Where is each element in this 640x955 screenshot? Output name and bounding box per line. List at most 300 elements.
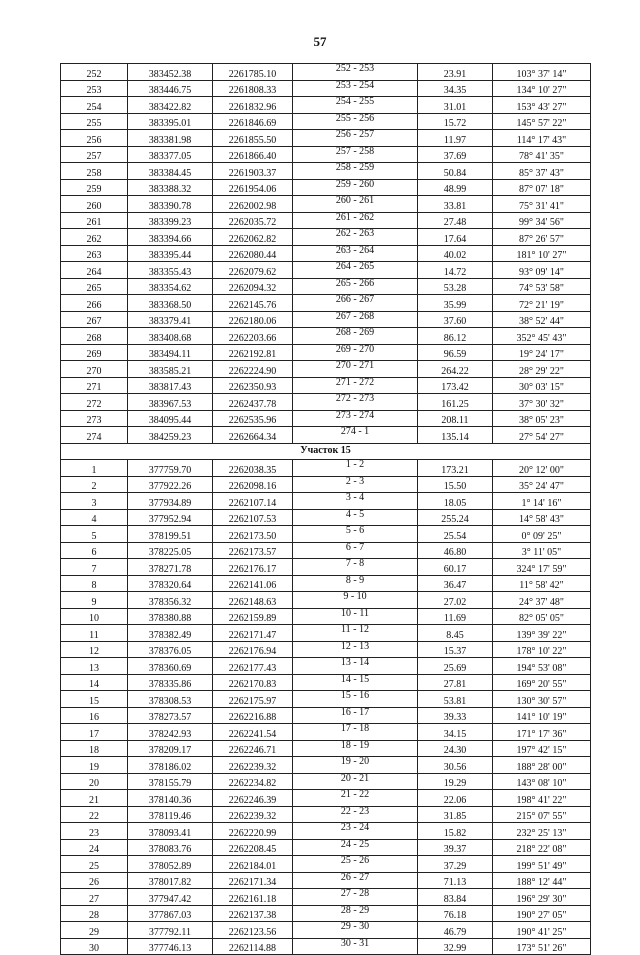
table-row	[61, 806, 591, 823]
direction-angle-cell: 99° 34' 56"	[493, 212, 591, 229]
y-coordinate-cell: 2262176.94	[213, 641, 293, 658]
x-coordinate-cell: 383355.43	[128, 262, 213, 279]
x-coordinate-cell: 383452.38	[128, 64, 213, 81]
segment-cell: 265 - 266	[293, 278, 418, 295]
segment-cell: 20 - 21	[293, 773, 418, 790]
direction-angle-cell: 85° 37' 43"	[493, 163, 591, 180]
y-coordinate-cell: 2262035.72	[213, 212, 293, 229]
table-row	[61, 179, 591, 196]
table-row	[61, 295, 591, 312]
x-coordinate-cell: 377792.11	[128, 922, 213, 939]
direction-angle-cell: 188° 12' 44"	[493, 872, 591, 889]
y-coordinate-cell: 2262246.71	[213, 740, 293, 757]
segment-cell: 15 - 16	[293, 691, 418, 708]
point-number-cell: 9	[61, 592, 128, 609]
direction-angle-cell: 28° 29' 22"	[493, 361, 591, 378]
y-coordinate-cell: 2262171.47	[213, 625, 293, 642]
point-number-cell: 14	[61, 674, 128, 691]
point-number-cell: 17	[61, 724, 128, 741]
direction-angle-cell: 143° 08' 10"	[493, 773, 591, 790]
table-row	[61, 377, 591, 394]
length-cell: 23.91	[418, 64, 493, 81]
segment-cell: 274 - 1	[293, 427, 418, 444]
y-coordinate-cell: 2262220.99	[213, 823, 293, 840]
section-1-rows	[61, 64, 591, 444]
length-cell: 86.12	[418, 328, 493, 345]
segment-cell: 6 - 7	[293, 542, 418, 559]
y-coordinate-cell: 2262080.44	[213, 245, 293, 262]
x-coordinate-cell: 378186.02	[128, 757, 213, 774]
x-coordinate-cell: 383384.45	[128, 163, 213, 180]
length-cell: 37.29	[418, 856, 493, 873]
length-cell: 39.37	[418, 839, 493, 856]
length-cell: 208.11	[418, 410, 493, 427]
length-cell: 39.33	[418, 707, 493, 724]
table-row	[61, 839, 591, 856]
direction-angle-cell: 35° 24' 47"	[493, 476, 591, 493]
y-coordinate-cell: 2261832.96	[213, 97, 293, 114]
point-number-cell: 263	[61, 245, 128, 262]
table-row	[61, 575, 591, 592]
point-number-cell: 3	[61, 493, 128, 510]
segment-cell: 253 - 254	[293, 80, 418, 97]
y-coordinate-cell: 2262203.66	[213, 328, 293, 345]
table-row	[61, 344, 591, 361]
y-coordinate-cell: 2261855.50	[213, 130, 293, 147]
direction-angle-cell: 37° 30' 32"	[493, 394, 591, 411]
direction-angle-cell: 75° 31' 41"	[493, 196, 591, 213]
direction-angle-cell: 130° 30' 57"	[493, 691, 591, 708]
table-row	[61, 905, 591, 922]
point-number-cell: 256	[61, 130, 128, 147]
table-row	[61, 245, 591, 262]
direction-angle-cell: 194° 53' 08"	[493, 658, 591, 675]
point-number-cell: 258	[61, 163, 128, 180]
y-coordinate-cell: 2262192.81	[213, 344, 293, 361]
table-row	[61, 97, 591, 114]
point-number-cell: 13	[61, 658, 128, 675]
segment-cell: 24 - 25	[293, 839, 418, 856]
point-number-cell: 260	[61, 196, 128, 213]
segment-cell: 26 - 27	[293, 872, 418, 889]
length-cell: 17.64	[418, 229, 493, 246]
direction-angle-cell: 139° 39' 22"	[493, 625, 591, 642]
section-2-rows	[61, 460, 591, 955]
direction-angle-cell: 188° 28' 00"	[493, 757, 591, 774]
segment-cell: 17 - 18	[293, 724, 418, 741]
table-row	[61, 328, 591, 345]
length-cell: 37.69	[418, 146, 493, 163]
length-cell: 264.22	[418, 361, 493, 378]
point-number-cell: 30	[61, 938, 128, 955]
x-coordinate-cell: 383817.43	[128, 377, 213, 394]
segment-cell: 8 - 9	[293, 575, 418, 592]
direction-angle-cell: 30° 03' 15"	[493, 377, 591, 394]
table-row	[61, 278, 591, 295]
x-coordinate-cell: 377759.70	[128, 460, 213, 477]
direction-angle-cell: 190° 41' 25"	[493, 922, 591, 939]
length-cell: 46.80	[418, 542, 493, 559]
length-cell: 40.02	[418, 245, 493, 262]
y-coordinate-cell: 2262171.34	[213, 872, 293, 889]
x-coordinate-cell: 383967.53	[128, 394, 213, 411]
y-coordinate-cell: 2262241.54	[213, 724, 293, 741]
segment-cell: 2 - 3	[293, 476, 418, 493]
direction-angle-cell: 87° 26' 57"	[493, 229, 591, 246]
page-number: 57	[313, 34, 327, 49]
x-coordinate-cell: 377867.03	[128, 905, 213, 922]
x-coordinate-cell: 383395.44	[128, 245, 213, 262]
y-coordinate-cell: 2262180.06	[213, 311, 293, 328]
point-number-cell: 254	[61, 97, 128, 114]
length-cell: 37.60	[418, 311, 493, 328]
y-coordinate-cell: 2262079.62	[213, 262, 293, 279]
y-coordinate-cell: 2262177.43	[213, 658, 293, 675]
x-coordinate-cell: 383377.05	[128, 146, 213, 163]
section-2-header	[61, 443, 591, 460]
point-number-cell: 268	[61, 328, 128, 345]
table-row	[61, 212, 591, 229]
table-row	[61, 64, 591, 81]
table-row	[61, 526, 591, 543]
segment-cell: 1 - 2	[293, 460, 418, 477]
length-cell: 22.06	[418, 790, 493, 807]
length-cell: 32.99	[418, 938, 493, 955]
point-number-cell: 26	[61, 872, 128, 889]
length-cell: 24.30	[418, 740, 493, 757]
table-row	[61, 113, 591, 130]
length-cell: 15.50	[418, 476, 493, 493]
table-row	[61, 674, 591, 691]
length-cell: 15.37	[418, 641, 493, 658]
direction-angle-cell: 153° 43' 27"	[493, 97, 591, 114]
direction-angle-cell: 178° 10' 22"	[493, 641, 591, 658]
direction-angle-cell: 218° 22' 08"	[493, 839, 591, 856]
direction-angle-cell: 197° 42' 15"	[493, 740, 591, 757]
x-coordinate-cell: 383354.62	[128, 278, 213, 295]
point-number-cell: 23	[61, 823, 128, 840]
x-coordinate-cell: 378376.05	[128, 641, 213, 658]
length-cell: 36.47	[418, 575, 493, 592]
segment-cell: 29 - 30	[293, 922, 418, 939]
point-number-cell: 265	[61, 278, 128, 295]
table-row	[61, 394, 591, 411]
direction-angle-cell: 0° 09' 25"	[493, 526, 591, 543]
y-coordinate-cell: 2262094.32	[213, 278, 293, 295]
x-coordinate-cell: 377952.94	[128, 509, 213, 526]
segment-cell: 28 - 29	[293, 905, 418, 922]
table-row	[61, 625, 591, 642]
x-coordinate-cell: 383399.23	[128, 212, 213, 229]
direction-angle-cell: 24° 37' 48"	[493, 592, 591, 609]
table-row	[61, 691, 591, 708]
x-coordinate-cell: 378052.89	[128, 856, 213, 873]
table-row	[61, 740, 591, 757]
direction-angle-cell: 87° 07' 18"	[493, 179, 591, 196]
point-number-cell: 262	[61, 229, 128, 246]
segment-cell: 259 - 260	[293, 179, 418, 196]
y-coordinate-cell: 2262234.82	[213, 773, 293, 790]
length-cell: 34.35	[418, 80, 493, 97]
segment-cell: 254 - 255	[293, 97, 418, 114]
length-cell: 173.21	[418, 460, 493, 477]
x-coordinate-cell: 378356.32	[128, 592, 213, 609]
segment-cell: 270 - 271	[293, 361, 418, 378]
y-coordinate-cell: 2261954.06	[213, 179, 293, 196]
length-cell: 255.24	[418, 509, 493, 526]
segment-cell: 263 - 264	[293, 245, 418, 262]
point-number-cell: 27	[61, 889, 128, 906]
x-coordinate-cell: 383379.41	[128, 311, 213, 328]
length-cell: 27.02	[418, 592, 493, 609]
length-cell: 25.69	[418, 658, 493, 675]
table-row	[61, 460, 591, 477]
y-coordinate-cell: 2262184.01	[213, 856, 293, 873]
direction-angle-cell: 27° 54' 27"	[493, 427, 591, 444]
segment-cell: 271 - 272	[293, 377, 418, 394]
x-coordinate-cell: 378271.78	[128, 559, 213, 576]
y-coordinate-cell: 2262437.78	[213, 394, 293, 411]
point-number-cell: 6	[61, 542, 128, 559]
segment-cell: 25 - 26	[293, 856, 418, 873]
segment-cell: 7 - 8	[293, 559, 418, 576]
y-coordinate-cell: 2262246.39	[213, 790, 293, 807]
y-coordinate-cell: 2262002.98	[213, 196, 293, 213]
point-number-cell: 29	[61, 922, 128, 939]
y-coordinate-cell: 2261808.33	[213, 80, 293, 97]
length-cell: 83.84	[418, 889, 493, 906]
point-number-cell: 19	[61, 757, 128, 774]
direction-angle-cell: 198° 41' 22"	[493, 790, 591, 807]
direction-angle-cell: 196° 29' 30"	[493, 889, 591, 906]
x-coordinate-cell: 384095.44	[128, 410, 213, 427]
segment-cell: 21 - 22	[293, 790, 418, 807]
segment-cell: 18 - 19	[293, 740, 418, 757]
segment-cell: 273 - 274	[293, 410, 418, 427]
segment-cell: 3 - 4	[293, 493, 418, 510]
table-row	[61, 361, 591, 378]
x-coordinate-cell: 378119.46	[128, 806, 213, 823]
table-row	[61, 922, 591, 939]
table-row	[61, 559, 591, 576]
segment-cell: 260 - 261	[293, 196, 418, 213]
point-number-cell: 16	[61, 707, 128, 724]
x-coordinate-cell: 378382.49	[128, 625, 213, 642]
y-coordinate-cell: 2262239.32	[213, 757, 293, 774]
segment-cell: 16 - 17	[293, 707, 418, 724]
length-cell: 53.28	[418, 278, 493, 295]
x-coordinate-cell: 378199.51	[128, 526, 213, 543]
length-cell: 135.14	[418, 427, 493, 444]
segment-cell: 264 - 265	[293, 262, 418, 279]
direction-angle-cell: 72° 21' 19"	[493, 295, 591, 312]
x-coordinate-cell: 383395.01	[128, 113, 213, 130]
direction-angle-cell: 93° 09' 14"	[493, 262, 591, 279]
y-coordinate-cell: 2262161.18	[213, 889, 293, 906]
segment-cell: 272 - 273	[293, 394, 418, 411]
x-coordinate-cell: 383422.82	[128, 97, 213, 114]
table-row	[61, 229, 591, 246]
y-coordinate-cell: 2262137.38	[213, 905, 293, 922]
segment-cell: 262 - 263	[293, 229, 418, 246]
x-coordinate-cell: 378155.79	[128, 773, 213, 790]
table-row	[61, 262, 591, 279]
direction-angle-cell: 134° 10' 27"	[493, 80, 591, 97]
length-cell: 27.48	[418, 212, 493, 229]
x-coordinate-cell: 383390.78	[128, 196, 213, 213]
direction-angle-cell: 114° 17' 43"	[493, 130, 591, 147]
point-number-cell: 7	[61, 559, 128, 576]
x-coordinate-cell: 378083.76	[128, 839, 213, 856]
table-row	[61, 938, 591, 955]
direction-angle-cell: 19° 24' 17"	[493, 344, 591, 361]
length-cell: 71.13	[418, 872, 493, 889]
segment-cell: 257 - 258	[293, 146, 418, 163]
x-coordinate-cell: 383446.75	[128, 80, 213, 97]
y-coordinate-cell: 2261866.40	[213, 146, 293, 163]
table-row	[61, 163, 591, 180]
direction-angle-cell: 82° 05' 05"	[493, 608, 591, 625]
direction-angle-cell: 232° 25' 13"	[493, 823, 591, 840]
point-number-cell: 274	[61, 427, 128, 444]
length-cell: 173.42	[418, 377, 493, 394]
segment-cell: 258 - 259	[293, 163, 418, 180]
length-cell: 27.81	[418, 674, 493, 691]
x-coordinate-cell: 378140.36	[128, 790, 213, 807]
y-coordinate-cell: 2262664.34	[213, 427, 293, 444]
y-coordinate-cell: 2262535.96	[213, 410, 293, 427]
length-cell: 15.82	[418, 823, 493, 840]
point-number-cell: 4	[61, 509, 128, 526]
y-coordinate-cell: 2262123.56	[213, 922, 293, 939]
point-number-cell: 261	[61, 212, 128, 229]
x-coordinate-cell: 378308.53	[128, 691, 213, 708]
y-coordinate-cell: 2262062.82	[213, 229, 293, 246]
direction-angle-cell: 141° 10' 19"	[493, 707, 591, 724]
y-coordinate-cell: 2262107.53	[213, 509, 293, 526]
table-row	[61, 476, 591, 493]
segment-cell: 13 - 14	[293, 658, 418, 675]
y-coordinate-cell: 2262224.90	[213, 361, 293, 378]
length-cell: 11.97	[418, 130, 493, 147]
x-coordinate-cell: 384259.23	[128, 427, 213, 444]
segment-cell: 23 - 24	[293, 823, 418, 840]
point-number-cell: 1	[61, 460, 128, 477]
direction-angle-cell: 14° 58' 43"	[493, 509, 591, 526]
point-number-cell: 2	[61, 476, 128, 493]
y-coordinate-cell: 2261846.69	[213, 113, 293, 130]
point-number-cell: 22	[61, 806, 128, 823]
length-cell: 33.81	[418, 196, 493, 213]
y-coordinate-cell: 2262175.97	[213, 691, 293, 708]
point-number-cell: 24	[61, 839, 128, 856]
segment-cell: 19 - 20	[293, 757, 418, 774]
segment-cell: 11 - 12	[293, 625, 418, 642]
x-coordinate-cell: 377934.89	[128, 493, 213, 510]
table-row	[61, 773, 591, 790]
direction-angle-cell: 38° 52' 44"	[493, 311, 591, 328]
segment-cell: 269 - 270	[293, 344, 418, 361]
y-coordinate-cell: 2262173.50	[213, 526, 293, 543]
table-row	[61, 823, 591, 840]
segment-cell: 12 - 13	[293, 641, 418, 658]
x-coordinate-cell: 378209.17	[128, 740, 213, 757]
point-number-cell: 28	[61, 905, 128, 922]
x-coordinate-cell: 378335.86	[128, 674, 213, 691]
segment-cell: 261 - 262	[293, 212, 418, 229]
direction-angle-cell: 20° 12' 00"	[493, 460, 591, 477]
segment-cell: 27 - 28	[293, 889, 418, 906]
segment-cell: 30 - 31	[293, 938, 418, 955]
direction-angle-cell: 11° 58' 42"	[493, 575, 591, 592]
point-number-cell: 12	[61, 641, 128, 658]
point-number-cell: 259	[61, 179, 128, 196]
table-row	[61, 427, 591, 444]
y-coordinate-cell: 2262107.14	[213, 493, 293, 510]
direction-angle-cell: 1° 14' 16"	[493, 493, 591, 510]
x-coordinate-cell: 378225.05	[128, 542, 213, 559]
y-coordinate-cell: 2262173.57	[213, 542, 293, 559]
point-number-cell: 253	[61, 80, 128, 97]
x-coordinate-cell: 383494.11	[128, 344, 213, 361]
y-coordinate-cell: 2262208.45	[213, 839, 293, 856]
point-number-cell: 15	[61, 691, 128, 708]
table-row	[61, 790, 591, 807]
table-row	[61, 608, 591, 625]
segment-cell: 268 - 269	[293, 328, 418, 345]
point-number-cell: 266	[61, 295, 128, 312]
x-coordinate-cell: 383585.21	[128, 361, 213, 378]
x-coordinate-cell: 378360.69	[128, 658, 213, 675]
point-number-cell: 10	[61, 608, 128, 625]
length-cell: 48.99	[418, 179, 493, 196]
direction-angle-cell: 171° 17' 36"	[493, 724, 591, 741]
section-title-row	[61, 443, 591, 460]
x-coordinate-cell: 383388.32	[128, 179, 213, 196]
direction-angle-cell: 352° 45' 43"	[493, 328, 591, 345]
y-coordinate-cell: 2262159.89	[213, 608, 293, 625]
x-coordinate-cell: 377947.42	[128, 889, 213, 906]
x-coordinate-cell: 378380.88	[128, 608, 213, 625]
point-number-cell: 25	[61, 856, 128, 873]
y-coordinate-cell: 2262098.16	[213, 476, 293, 493]
direction-angle-cell: 38° 05' 23"	[493, 410, 591, 427]
y-coordinate-cell: 2262170.83	[213, 674, 293, 691]
direction-angle-cell: 145° 57' 22"	[493, 113, 591, 130]
direction-angle-cell: 169° 20' 55"	[493, 674, 591, 691]
y-coordinate-cell: 2262038.35	[213, 460, 293, 477]
y-coordinate-cell: 2262176.17	[213, 559, 293, 576]
point-number-cell: 5	[61, 526, 128, 543]
table-row	[61, 196, 591, 213]
x-coordinate-cell: 383368.50	[128, 295, 213, 312]
direction-angle-cell: 324° 17' 59"	[493, 559, 591, 576]
length-cell: 14.72	[418, 262, 493, 279]
point-number-cell: 257	[61, 146, 128, 163]
point-number-cell: 8	[61, 575, 128, 592]
table-row	[61, 641, 591, 658]
length-cell: 31.01	[418, 97, 493, 114]
y-coordinate-cell: 2261903.37	[213, 163, 293, 180]
point-number-cell: 21	[61, 790, 128, 807]
segment-cell: 267 - 268	[293, 311, 418, 328]
point-number-cell: 252	[61, 64, 128, 81]
x-coordinate-cell: 377746.13	[128, 938, 213, 955]
table-row	[61, 856, 591, 873]
x-coordinate-cell: 378017.82	[128, 872, 213, 889]
length-cell: 25.54	[418, 526, 493, 543]
x-coordinate-cell: 383381.98	[128, 130, 213, 147]
